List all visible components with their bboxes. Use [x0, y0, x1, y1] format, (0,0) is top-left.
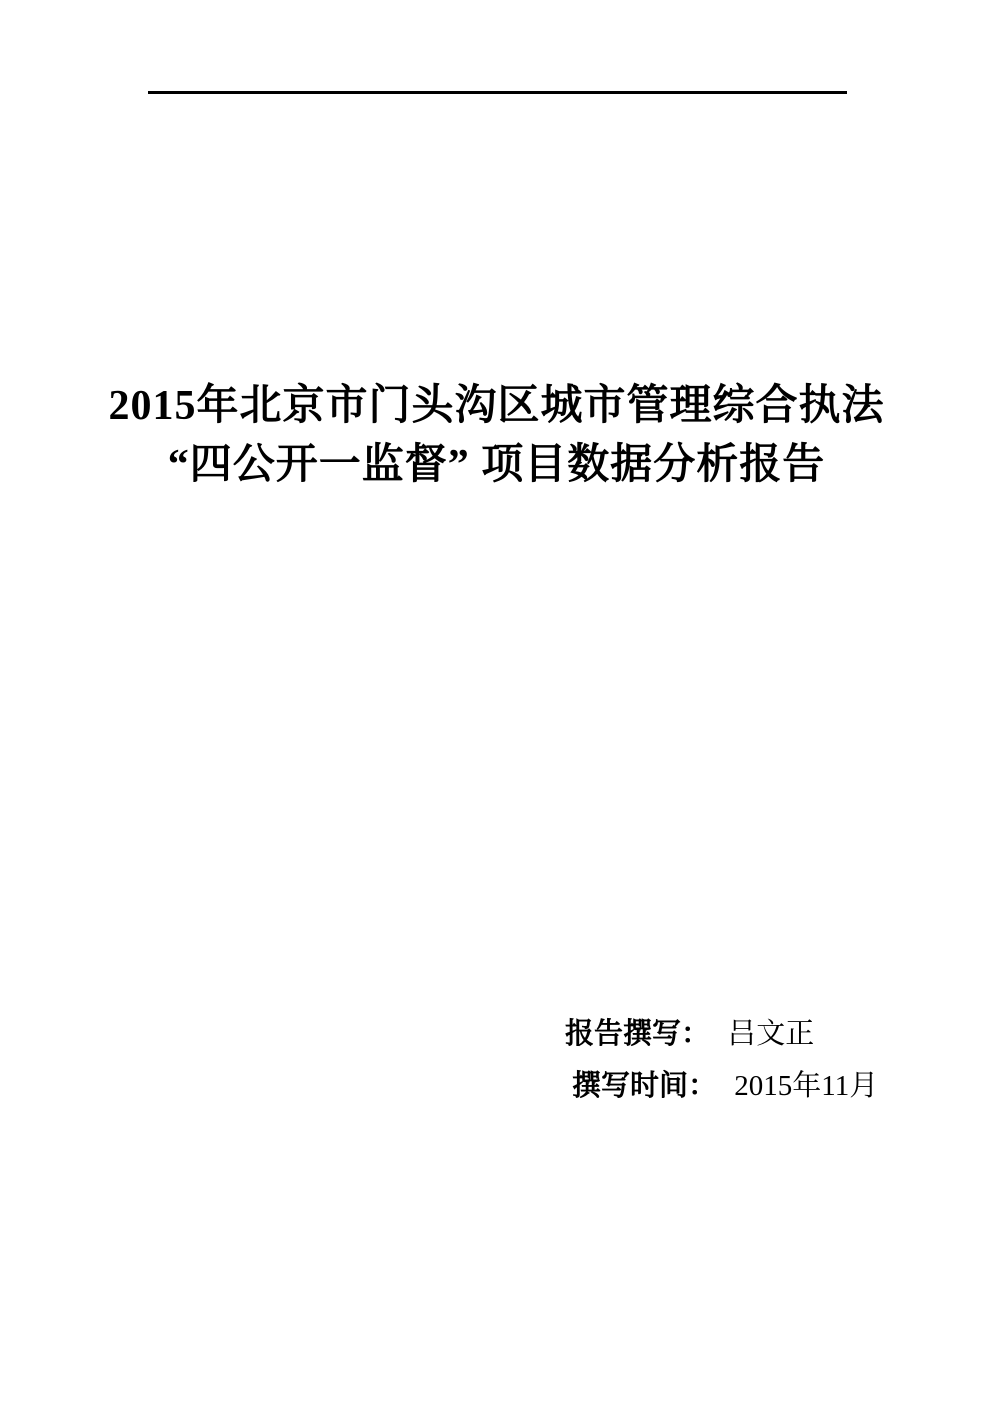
date-label: 撰写时间：: [572, 1070, 718, 1102]
title-line-1: 2015年北京市门头沟区城市管理综合执法: [108, 383, 885, 429]
document-title: [0, 377, 993, 495]
date-row: [572, 1060, 878, 1112]
author-value: 吕文正: [727, 1018, 815, 1050]
byline: [565, 1008, 878, 1112]
header-divider-line: [148, 91, 847, 94]
author-row: [565, 1008, 878, 1060]
author-label: 报告撰写：: [565, 1018, 711, 1050]
title-line-2: “四公开一监督” 项目数据分析报告: [167, 442, 826, 488]
date-value: 2015年11月: [734, 1070, 879, 1102]
